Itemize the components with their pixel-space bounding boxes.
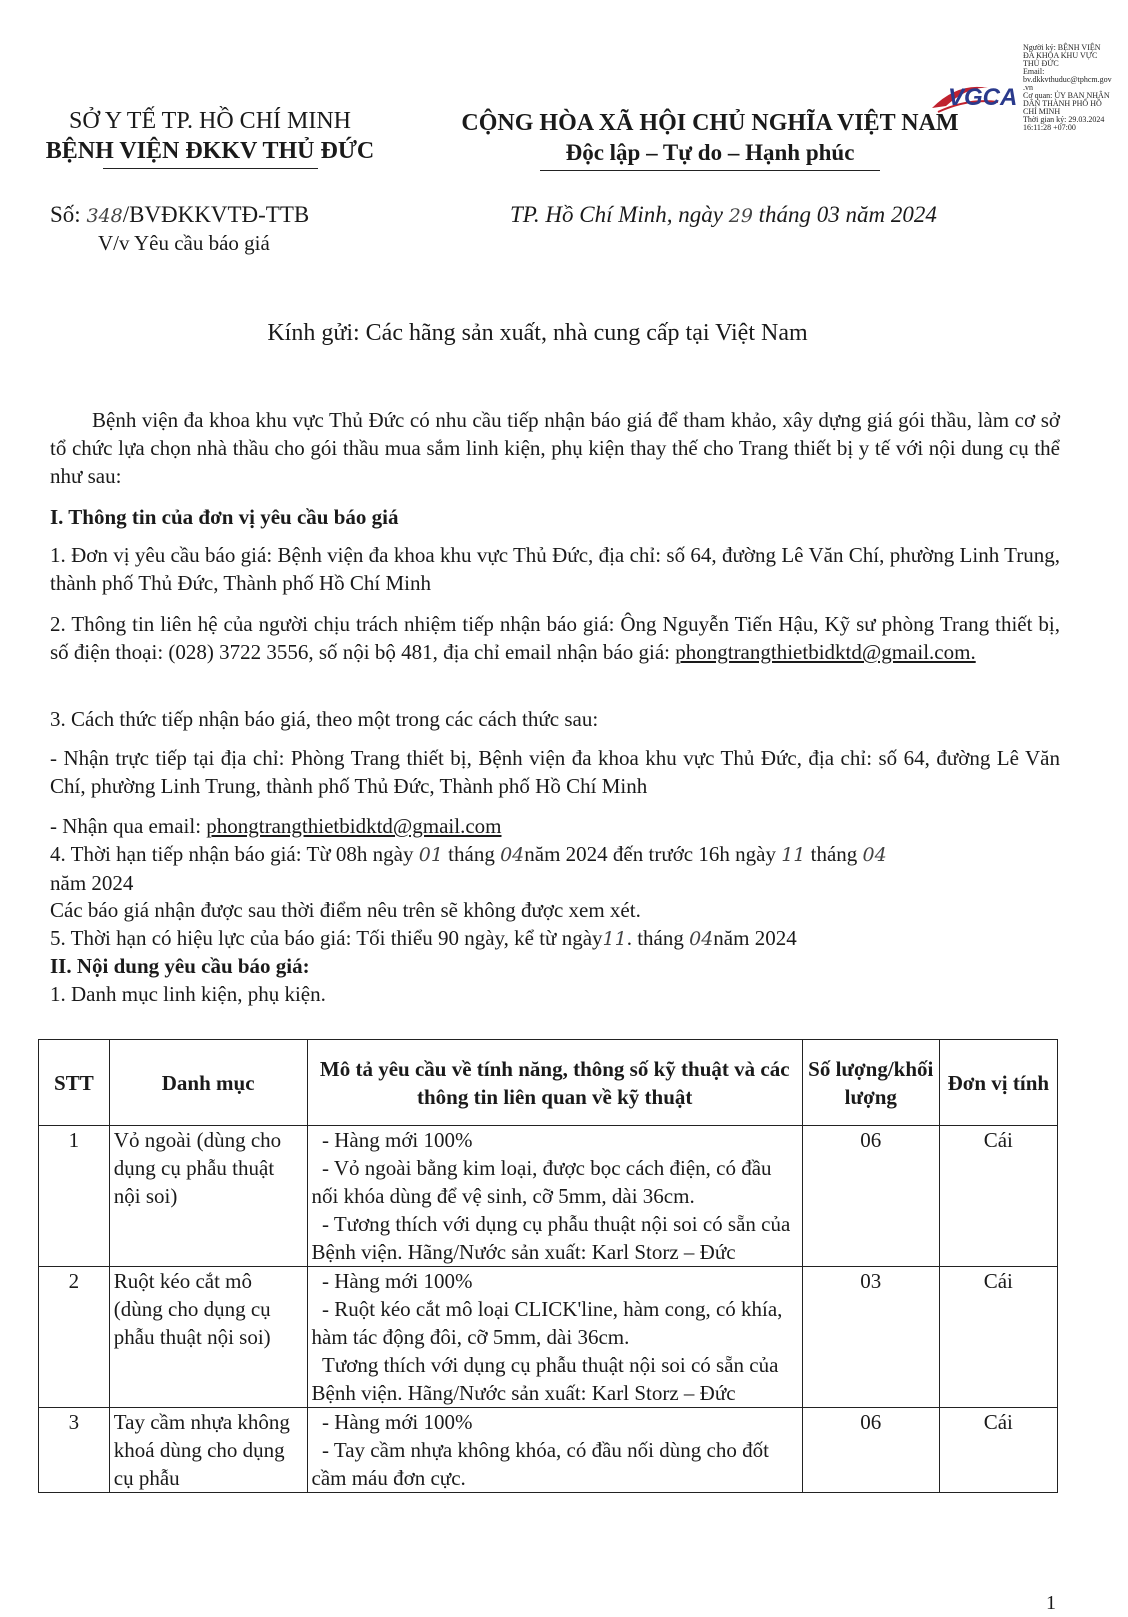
section1-item5: 5. Thời hạn có hiệu lực của báo giá: Tối thiểu 90 ngày, kể từ ngày11. tháng 04năm 2024 (50, 926, 797, 950)
divider-right (540, 170, 880, 171)
col-header-name: Danh mục (109, 1040, 307, 1126)
col-header-stt: STT (39, 1040, 110, 1126)
section1-item2: 2. Thông tin liên hệ của người chịu trách nhiệm tiếp nhận báo giá: Ông Nguyễn Tiến Hậu, Kỹ sư phòng Trang thiết bị, số điện thoại: (028) 3722 3556, số nội bộ 481, địa chỉ email nhận báo giá: phongtrangthietbidktd@gmail.com. (50, 612, 1060, 664)
cell-description: - Hàng mới 100% - Vỏ ngoài bằng kim loại, được bọc cách điện, có đầu nối khóa dùng để vệ sinh, cỡ 5mm, dài 36cm. - Tương thích với dụng cụ phẫu thuật nội soi có sẵn của Bệnh viện. Hãng/Nước sản xuất: Karl Storz – Đức (307, 1126, 802, 1267)
signature-line: DÂN THÀNH PHỐ HỒ (1023, 99, 1102, 108)
department-name: SỞ Y TẾ TP. HỒ CHÍ MINH (68, 108, 352, 134)
signature-line: Thời gian ký: 29.03.2024 (1023, 115, 1105, 124)
document-subject: V/v Yêu cầu báo giá (98, 231, 270, 255)
signature-line: CHÍ MINH (1023, 107, 1061, 116)
document-number: Số: 348/BVĐKKVTĐ-TTB (50, 202, 310, 227)
cell-name: Tay cầm nhựa không khoá dùng cho dụng cụ phẫu (109, 1408, 307, 1493)
cell-quantity: 03 (802, 1267, 939, 1408)
table-row (39, 1408, 1058, 1493)
section1-item1: 1. Đơn vị yêu cầu báo giá: Bệnh viện đa khoa khu vực Thủ Đức, địa chỉ: số 64, đường Lê Văn Chí, phường Linh Trung, thành phố Thủ Đức, Thành phố Hồ Chí Minh (50, 543, 1060, 595)
section2-title: II. Nội dung yêu cầu báo giá: (50, 954, 310, 978)
signature-line: Cơ quan: ỦY BAN NHÂN (1023, 91, 1110, 100)
cell-description: - Hàng mới 100% - Ruột kéo cắt mô loại CLICK'line, hàm cong, có khía, hàm tác động đôi, cỡ 5mm, dài 36cm. Tương thích với dụng cụ phẫu thuật nội soi có sẵn của Bệnh viện. Hãng/Nước sản xuất: Karl Storz – Đức (307, 1267, 802, 1408)
contact-email-link[interactable]: phongtrangthietbidktd@gmail.com. (675, 640, 976, 664)
section1-item3: 3. Cách thức tiếp nhận báo giá, theo một trong các cách thức sau: (50, 707, 599, 731)
nation-motto: Độc lập – Tự do – Hạnh phúc (565, 140, 855, 165)
signature-line: THỦ ĐỨC (1023, 59, 1059, 68)
cell-name: Vỏ ngoài (dùng cho dụng cụ phẫu thuật nội soi) (109, 1126, 307, 1267)
col-header-unit: Đơn vị tính (939, 1040, 1057, 1126)
section1-item4-note: Các báo giá nhận được sau thời điểm nêu trên sẽ không được xem xét. (50, 898, 641, 922)
cell-stt: 3 (39, 1408, 110, 1493)
signature-line: 16:11:28 +07:00 (1023, 123, 1076, 132)
intro-paragraph: Bệnh viện đa khoa khu vực Thủ Đức có nhu cầu tiếp nhận báo giá để tham khảo, xây dựng giá gói thầu, làm cơ sở tổ chức lựa chọn nhà thầu cho gói thầu mua sắm linh kiện, phụ kiện thay thế cho Trang thiết bị y tế với nội dung cụ thể như sau: (50, 408, 1060, 488)
recipient-line: Kính gửi: Các hãng sản xuất, nhà cung cấp tại Việt Nam (267, 320, 808, 346)
signature-line: Người ký: BỆNH VIỆN (1023, 43, 1101, 52)
cell-quantity: 06 (802, 1126, 939, 1267)
cell-stt: 1 (39, 1126, 110, 1267)
page-number: 1 (1046, 1592, 1056, 1614)
divider-left (103, 168, 318, 169)
digital-signature-info (1023, 44, 1118, 132)
table-header-row (39, 1040, 1058, 1126)
svg-text:VGCA: VGCA (948, 84, 1018, 111)
cell-unit: Cái (939, 1267, 1057, 1408)
section1-title: I. Thông tin của đơn vị yêu cầu báo giá (50, 505, 399, 529)
signature-line: ĐA KHOA KHU VỰC (1023, 51, 1098, 60)
section1-item4: 4. Thời hạn tiếp nhận báo giá: Từ 08h ngày 01 tháng 04năm 2024 đến trước 16h ngày 11 tháng 04 năm 2024 (50, 842, 887, 895)
signature-line: Email: (1023, 67, 1045, 76)
document-date: TP. Hồ Chí Minh, ngày 29 tháng 03 năm 2024 (510, 202, 937, 227)
cell-stt: 2 (39, 1267, 110, 1408)
signature-line: bv.dkkvthuduc@tphcm.gov (1023, 75, 1112, 84)
hospital-name: BỆNH VIỆN ĐKKV THỦ ĐỨC (45, 138, 375, 164)
cell-unit: Cái (939, 1408, 1057, 1493)
email-link[interactable]: phongtrangthietbidktd@gmail.com (206, 814, 502, 838)
cell-description: - Hàng mới 100% - Tay cầm nhựa không khóa, có đầu nối dùng cho đốt cầm máu đơn cực. (307, 1408, 802, 1493)
col-header-description: Mô tả yêu cầu về tính năng, thông số kỹ thuật và các thông tin liên quan về kỹ thuật (307, 1040, 802, 1126)
table-row (39, 1126, 1058, 1267)
section2-sub1: 1. Danh mục linh kiện, phụ kiện. (50, 982, 326, 1006)
cell-name: Ruột kéo cắt mô (dùng cho dụng cụ phẫu thuật nội soi) (109, 1267, 307, 1408)
parts-table (38, 1039, 1058, 1493)
section1-item3b: - Nhận qua email: phongtrangthietbidktd@gmail.com (50, 814, 502, 838)
section1-item3a: - Nhận trực tiếp tại địa chỉ: Phòng Trang thiết bị, Bệnh viện đa khoa khu vực Thủ Đức, địa chỉ: số 64, đường Lê Văn Chí, phường Linh Trung, thành phố Thủ Đức, Thành phố Hồ Chí Minh (50, 746, 1060, 798)
table-row (39, 1267, 1058, 1408)
cell-quantity: 06 (802, 1408, 939, 1493)
nation-title: CỘNG HÒA XÃ HỘI CHỦ NGHĨA VIỆT NAM (461, 110, 959, 136)
col-header-quantity: Số lượng/khối lượng (802, 1040, 939, 1126)
signature-line: .vn (1023, 83, 1033, 92)
cell-unit: Cái (939, 1126, 1057, 1267)
